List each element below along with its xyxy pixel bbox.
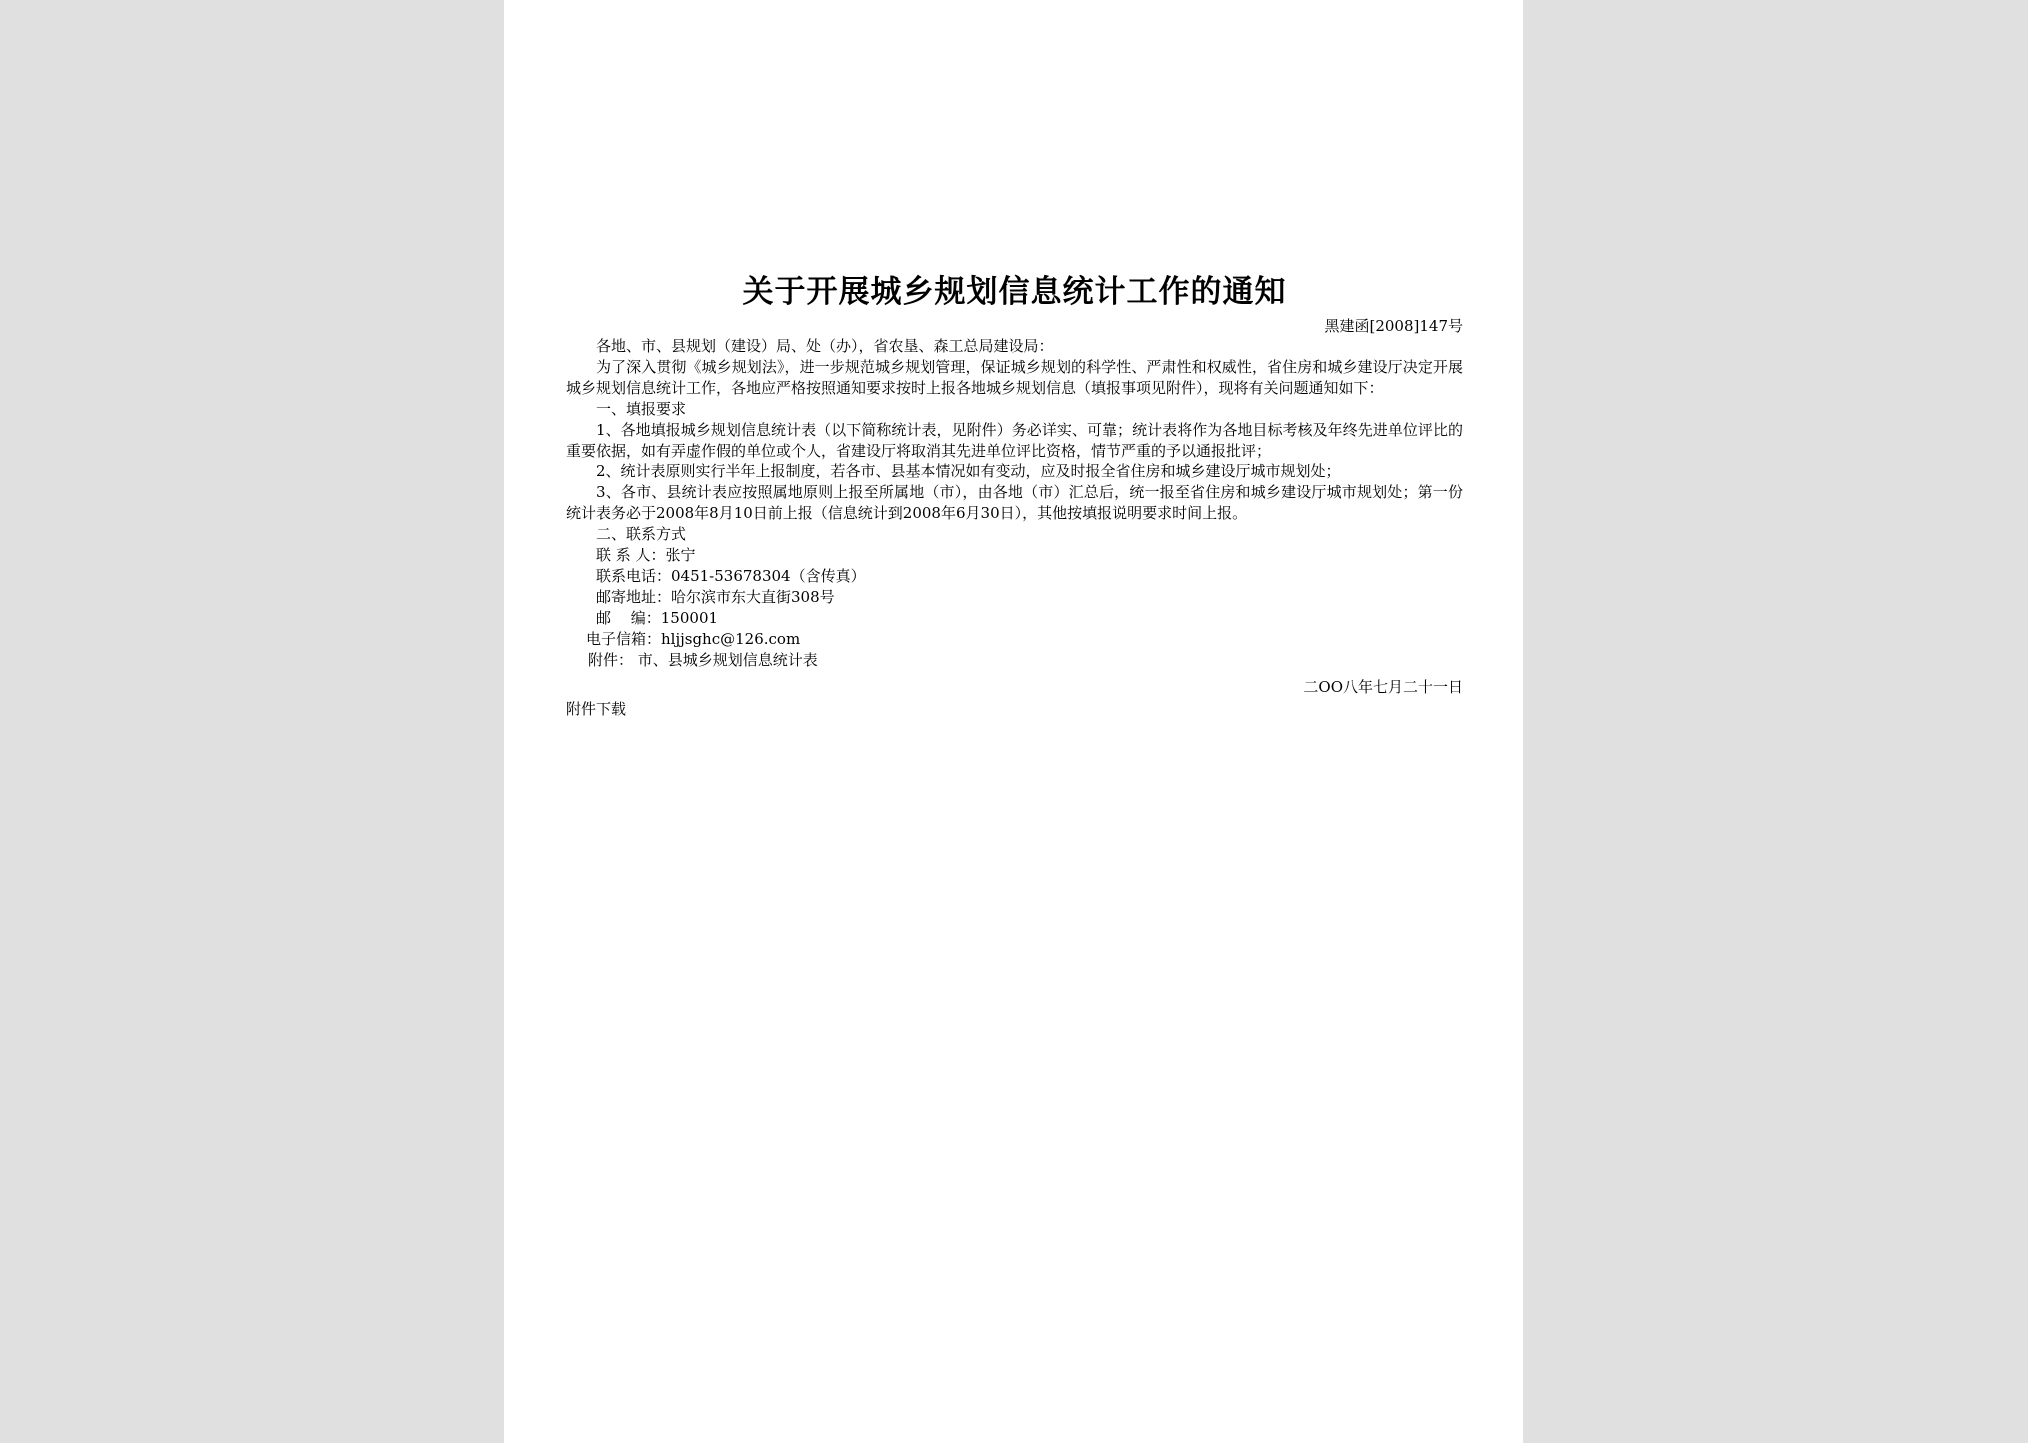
contact-postcode: 邮 编：150001: [596, 608, 719, 627]
intro-paragraph: 为了深入贯彻《城乡规划法》，进一步规范城乡规划管理，保证城乡规划的科学性、严肃性和权威性，省住房和城乡建设厅决定开展城乡规划信息统计工作，各地应严格按照通知要求按时上报各地城乡规划信息（填报事项见附件），现将有关问题通知如下：: [566, 357, 1463, 397]
contact-email: 电子信箱：hljjsghc@126.com: [586, 629, 801, 648]
section-heading-contact: 二、联系方式: [596, 525, 687, 544]
salutation: 各地、市、县规划（建设）局、处（办），省农垦、森工总局建设局：: [596, 337, 1054, 355]
contact-person: 联 系 人：张宁: [596, 546, 696, 565]
document-number: 黑建函[2008]147号: [1324, 317, 1463, 335]
document-page: [504, 0, 1523, 1443]
attachment-download-link[interactable]: 附件下载: [566, 700, 627, 719]
requirement-item-2: 2、统计表原则实行半年上报制度，若各市、县基本情况如有变动，应及时报全省住房和城乡建设厅城市规划处；: [596, 462, 1341, 481]
document-title: 关于开展城乡规划信息统计工作的通知: [742, 274, 1287, 310]
document-body: [566, 336, 1463, 720]
attachment-line: 附件： 市、县城乡规划信息统计表: [588, 650, 818, 669]
requirement-item-1: 1、各地填报城乡规划信息统计表（以下简称统计表，见附件）务必详实、可靠；统计表将作为各地目标考核及年终先进单位评比的重要依据，如有弄虚作假的单位或个人，省建设厅将取消其先进单位评比资格，情节严重的予以通报批评；: [566, 420, 1463, 460]
contact-address: 邮寄地址：哈尔滨市东大直街308号: [596, 587, 835, 606]
contact-phone: 联系电话：0451-53678304（含传真）: [596, 566, 866, 585]
requirement-item-3: 3、各市、县统计表应按照属地原则上报至所属地（市），由各地（市）汇总后，统一报至省住房和城乡建设厅城市规划处；第一份统计表务必于2008年8月10日前上报（信息统计到2008年6月30日），其他按填报说明要求时间上报。: [566, 483, 1463, 523]
section-heading-requirements: 一、填报要求: [596, 399, 687, 418]
document-date: 二OO八年七月二十一日: [1303, 677, 1463, 696]
